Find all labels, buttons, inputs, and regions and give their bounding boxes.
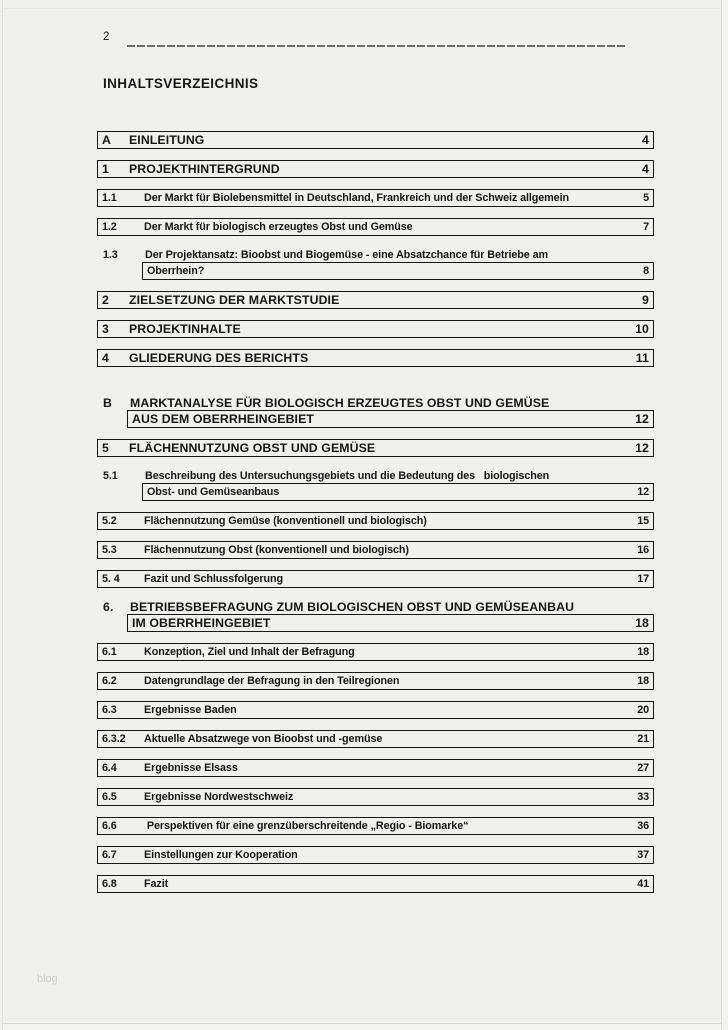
toc-entry-first-line <box>97 468 654 483</box>
toc-entry-box <box>97 875 654 893</box>
toc-entry-number: 6.4 <box>102 762 117 774</box>
toc-entry-6-8 <box>97 875 654 893</box>
scan-edge-right-margin <box>722 0 728 1030</box>
toc-entry-page-number: 5 <box>643 192 649 204</box>
toc-entry-title-line1: BETRIEBSBEFRAGUNG ZUM BIOLOGISCHEN OBST UND GEMÜSEANBAU <box>130 600 575 614</box>
toc-entry-page-number: 16 <box>637 544 649 556</box>
toc-entry-page-number: 27 <box>637 762 649 774</box>
running-page-number: 2 <box>103 31 110 43</box>
toc-entry-title-line1: Der Projektansatz: Bioobst und Biogemüse - eine Absatzchance für Betriebe am <box>145 249 548 261</box>
toc-entry-title: Fazit und Schlussfolgerung <box>144 573 283 585</box>
toc-entry-a <box>97 131 654 149</box>
toc-entry-number: 3 <box>102 322 109 336</box>
toc-entry-title: Ergebnisse Nordwestschweiz <box>144 791 294 803</box>
toc-entry-first-line <box>97 599 654 614</box>
toc-entry-box <box>97 541 654 559</box>
toc-entry-page-number: 11 <box>635 351 649 365</box>
toc-entry-page-number: 7 <box>643 221 649 233</box>
toc-entry-title: Perspektiven für eine grenzüberschreitende „Regio - Biomarke“ <box>144 820 469 832</box>
toc-entry-box <box>97 320 654 338</box>
toc-entry-box <box>97 730 654 748</box>
toc-entry-title: Aktuelle Absatzwege von Bioobst und -gemüse <box>144 733 383 745</box>
toc-entry-6-4 <box>97 759 654 777</box>
page-title: INHALTSVERZEICHNIS <box>103 76 259 91</box>
toc-entry-5-2 <box>97 512 654 530</box>
toc-entry-6-2 <box>97 672 654 690</box>
toc-entry-2 <box>97 291 654 309</box>
scan-edge-left <box>2 0 3 1030</box>
toc-entry-page-number: 9 <box>642 293 649 307</box>
toc-entry-page-number: 21 <box>637 733 649 745</box>
toc-entry-number: 6.8 <box>102 878 117 890</box>
toc-entry-4 <box>97 349 654 367</box>
toc-entry-title: GLIEDERUNG DES BERICHTS <box>129 351 309 365</box>
toc-entry-page-number: 12 <box>637 486 649 498</box>
toc-entry-number: 5.3 <box>102 544 117 556</box>
toc-entry-box <box>97 291 654 309</box>
toc-entry-box <box>97 701 654 719</box>
toc-entry-box <box>97 759 654 777</box>
toc-entry-box <box>142 483 654 501</box>
toc-entry-6-6 <box>97 817 654 835</box>
toc-entry-1-2 <box>97 218 654 236</box>
toc-entry-page-number: 4 <box>642 133 649 147</box>
toc-entry-number: 5. 4 <box>102 573 120 585</box>
toc-entry-page-number: 4 <box>642 162 649 176</box>
toc-entry-b <box>97 395 654 428</box>
toc-entry-page-number: 33 <box>637 791 649 803</box>
toc-entry-title: Oberrhein? <box>147 265 205 277</box>
toc-entry-page-number: 17 <box>637 573 649 585</box>
toc-entry-title: Datengrundlage der Befragung in den Teilregionen <box>144 675 400 687</box>
toc-entry-1 <box>97 160 654 178</box>
toc-entry-number: 6.3 <box>102 704 117 716</box>
toc-entry-number: 2 <box>102 293 109 307</box>
toc-entry-box <box>97 439 654 457</box>
toc-entry-title: Flächennutzung Gemüse (konventionell und biologisch) <box>144 515 427 527</box>
toc-entry-page-number: 15 <box>637 515 649 527</box>
toc-entry-5-1 <box>97 468 654 501</box>
toc-entry-title: Der Markt für biologisch erzeugtes Obst und Gemüse <box>144 221 413 233</box>
toc-entry-first-line <box>97 247 654 262</box>
toc-entry-number: 6.2 <box>102 675 117 687</box>
toc-entry-number: 1 <box>102 162 109 176</box>
toc-entry-page-number: 12 <box>635 412 649 426</box>
toc-entry-number: 1.2 <box>102 221 117 233</box>
toc-entry-box <box>97 160 654 178</box>
toc-entry-page-number: 41 <box>637 878 649 890</box>
toc-entry-title: Obst- und Gemüseanbaus <box>147 486 280 498</box>
toc-entry-number: 1.1 <box>102 192 117 204</box>
toc-entry-number: 6. <box>103 600 114 614</box>
toc-entry-page-number: 20 <box>637 704 649 716</box>
toc-entry-5-3 <box>97 541 654 559</box>
toc-entry-title: PROJEKTINHALTE <box>129 322 241 336</box>
toc-entry-box <box>97 218 654 236</box>
toc-entry-title: IM OBERRHEINGEBIET <box>132 616 271 630</box>
toc-entry-box <box>97 189 654 207</box>
scan-edge-top <box>3 8 720 9</box>
toc-entry-6-3 <box>97 701 654 719</box>
toc-entry-6-1 <box>97 643 654 661</box>
toc-entry-6 <box>97 599 654 632</box>
toc-entry-title: Ergebnisse Elsass <box>144 762 238 774</box>
toc-entry-page-number: 18 <box>635 616 649 630</box>
toc-entry-6-5 <box>97 788 654 806</box>
toc-entry-number: 5 <box>102 441 109 455</box>
toc-entry-page-number: 18 <box>637 675 649 687</box>
toc-entry-5 <box>97 439 654 457</box>
toc-entry-number: 6.3.2 <box>102 733 126 745</box>
toc-entry-title: Konzeption, Ziel und Inhalt der Befragung <box>144 646 355 658</box>
toc-entry-box <box>97 570 654 588</box>
toc-entry-title: EINLEITUNG <box>129 133 205 147</box>
toc-entry-6-7 <box>97 846 654 864</box>
toc-entry-number: B <box>103 396 112 410</box>
toc-entry-title: Ergebnisse Baden <box>144 704 237 716</box>
toc-entry-title: AUS DEM OBERRHEINGEBIET <box>132 412 314 426</box>
toc-entry-1-3 <box>97 247 654 280</box>
toc-entry-page-number: 8 <box>643 265 649 277</box>
toc-entry-number: 5.2 <box>102 515 117 527</box>
table-of-contents <box>97 131 654 904</box>
toc-entry-box <box>97 131 654 149</box>
watermark-text: blog <box>37 973 58 985</box>
toc-entry-number: 6.1 <box>102 646 117 658</box>
toc-entry-box <box>97 643 654 661</box>
toc-entry-box <box>127 410 654 428</box>
toc-entry-first-line <box>97 395 654 410</box>
toc-entry-title: ZIELSETZUNG DER MARKTSTUDIE <box>129 293 340 307</box>
toc-entry-page-number: 10 <box>635 322 649 336</box>
toc-entry-number: 6.7 <box>102 849 117 861</box>
toc-entry-5-4 <box>97 570 654 588</box>
toc-entry-title: Der Markt für Biolebensmittel in Deutschland, Frankreich und der Schweiz allgemein <box>144 192 569 204</box>
toc-entry-box <box>97 846 654 864</box>
toc-entry-page-number: 18 <box>637 646 649 658</box>
toc-entry-number: A <box>102 133 111 147</box>
toc-entry-number: 1.3 <box>103 249 118 261</box>
toc-entry-title: Fazit <box>144 878 169 890</box>
toc-entry-box <box>97 788 654 806</box>
toc-entry-box <box>127 614 654 632</box>
toc-entry-title-line1: MARKTANALYSE FÜR BIOLOGISCH ERZEUGTES OBST UND GEMÜSE <box>130 396 550 410</box>
toc-entry-title: FLÄCHENNUTZUNG OBST UND GEMÜSE <box>129 441 376 455</box>
toc-entry-number: 5.1 <box>103 470 118 482</box>
toc-entry-page-number: 12 <box>635 441 649 455</box>
toc-entry-page-number: 37 <box>637 849 649 861</box>
toc-entry-title: PROJEKTHINTERGRUND <box>129 162 280 176</box>
header-rule <box>127 45 626 47</box>
toc-entry-box <box>97 817 654 835</box>
toc-entry-box <box>97 512 654 530</box>
toc-entry-box <box>97 349 654 367</box>
scan-edge-bottom-margin <box>3 1024 721 1030</box>
toc-entry-box <box>97 672 654 690</box>
toc-entry-6-3-2 <box>97 730 654 748</box>
toc-entry-title-line1: Beschreibung des Untersuchungsgebiets und die Bedeutung des biologischen <box>145 470 550 482</box>
toc-entry-number: 4 <box>102 351 109 365</box>
toc-entry-3 <box>97 320 654 338</box>
toc-entry-title: Einstellungen zur Kooperation <box>144 849 298 861</box>
toc-entry-page-number: 36 <box>637 820 649 832</box>
toc-entry-1-1 <box>97 189 654 207</box>
toc-entry-box <box>142 262 654 280</box>
toc-entry-number: 6.6 <box>102 820 117 832</box>
toc-entry-title: Flächennutzung Obst (konventionell und biologisch) <box>144 544 409 556</box>
toc-entry-number: 6.5 <box>102 791 117 803</box>
